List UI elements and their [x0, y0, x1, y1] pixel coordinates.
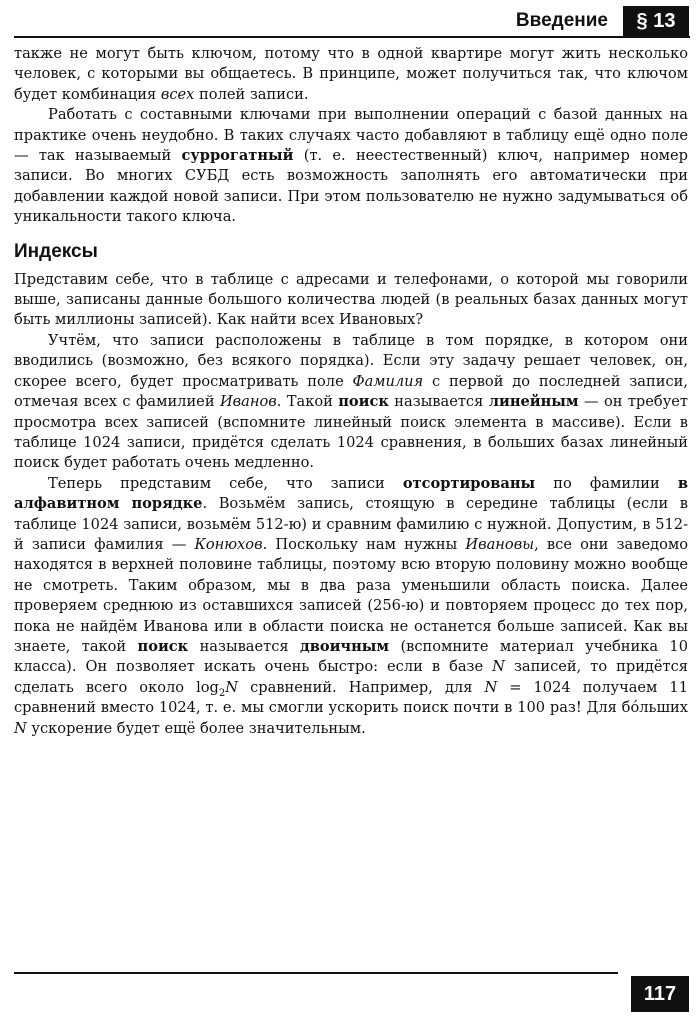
running-header [0, 6, 698, 36]
chapter-title: Введение [515, 10, 608, 31]
paragraph-2: Работать с составными ключами при выполнении операций с базой данных на практике очень неудобно. В таких случаях часто добавляют в таблицу ещё одно поле — так называемый суррогатный (т. е. неестественный) ключ, например номер записи. Во многих СУБД есть возможность заполнять его автоматически при добавлении каждой новой записи. При этом пользователю не нужно задумываться об уникальности такого ключа. [14, 106, 688, 226]
paragraph-4: Учтём, что записи расположены в таблице в том порядке, в котором они вводились (возможно, без всякого порядка). Если эту задачу решает человек, он, скорее всего, будет просматривать поле Фамилия с первой до последней записи, отмечая всех с фамилией Иванов. Такой поиск называется линейным — он требует просмотра всех записей (вспомните линейный поиск элемента в массиве). Если в таблице 1024 записи, придётся сделать 1024 сравнения, в больших базах линейный поиск будет работать очень медленно. [14, 331, 688, 472]
footer-rule [14, 972, 618, 974]
paragraph-1: также не могут быть ключом, потому что в одной квартире могут жить несколько человек, с которыми вы общаетесь. В принципе, может получиться так, что ключом будет комбинация всех полей записи. [14, 45, 688, 103]
page-body [14, 44, 688, 739]
page-number: 117 [631, 976, 689, 1012]
section-badge: § 13 [623, 6, 689, 36]
paragraph-3: Представим себе, что в таблице с адресами и телефонами, о которой мы говорили выше, записаны данные большого количества людей (в реальных базах данных могут быть миллионы записей). Как найти всех Ивановых? [14, 270, 688, 329]
section-heading: Индексы [14, 240, 98, 262]
header-rule [14, 36, 690, 38]
paragraph-5: Теперь представим себе, что записи отсортированы по фамилии в алфавитном порядке. Возьмём запись, стоящую в середине таблицы (если в таблице 1024 записи, возьмём 512-ю) и сравним фамилию с нужной. Допустим, в 512-й записи фамилия — Конюхов. Поскольку нам нужны Ивановы, все они заведомо находятся в верхней половине таблицы, поэтому всю вторую половину можно вообще не смотреть. Таким образом, мы в два раза уменьшили область поиска. Далее проверяем среднюю из оставшихся записей (256-ю) и повторяем процесс до тех пор, пока не найдём Иванова или в области поиска не останется больше записей. Как вы знаете, такой поиск называется двоичным (вспомните материал учебника 10 класса). Он позволяет искать очень быстро: если в базе N записей, то придётся сделать всего около $\log_2N$ сравнений. Например, для N = 1024 получаем 11 сравнений вместо 1024, т. е. мы смогли ускорить поиск почти в 100 раз! Для бóльших N ускорение будет ещё более значительным. [14, 474, 689, 737]
